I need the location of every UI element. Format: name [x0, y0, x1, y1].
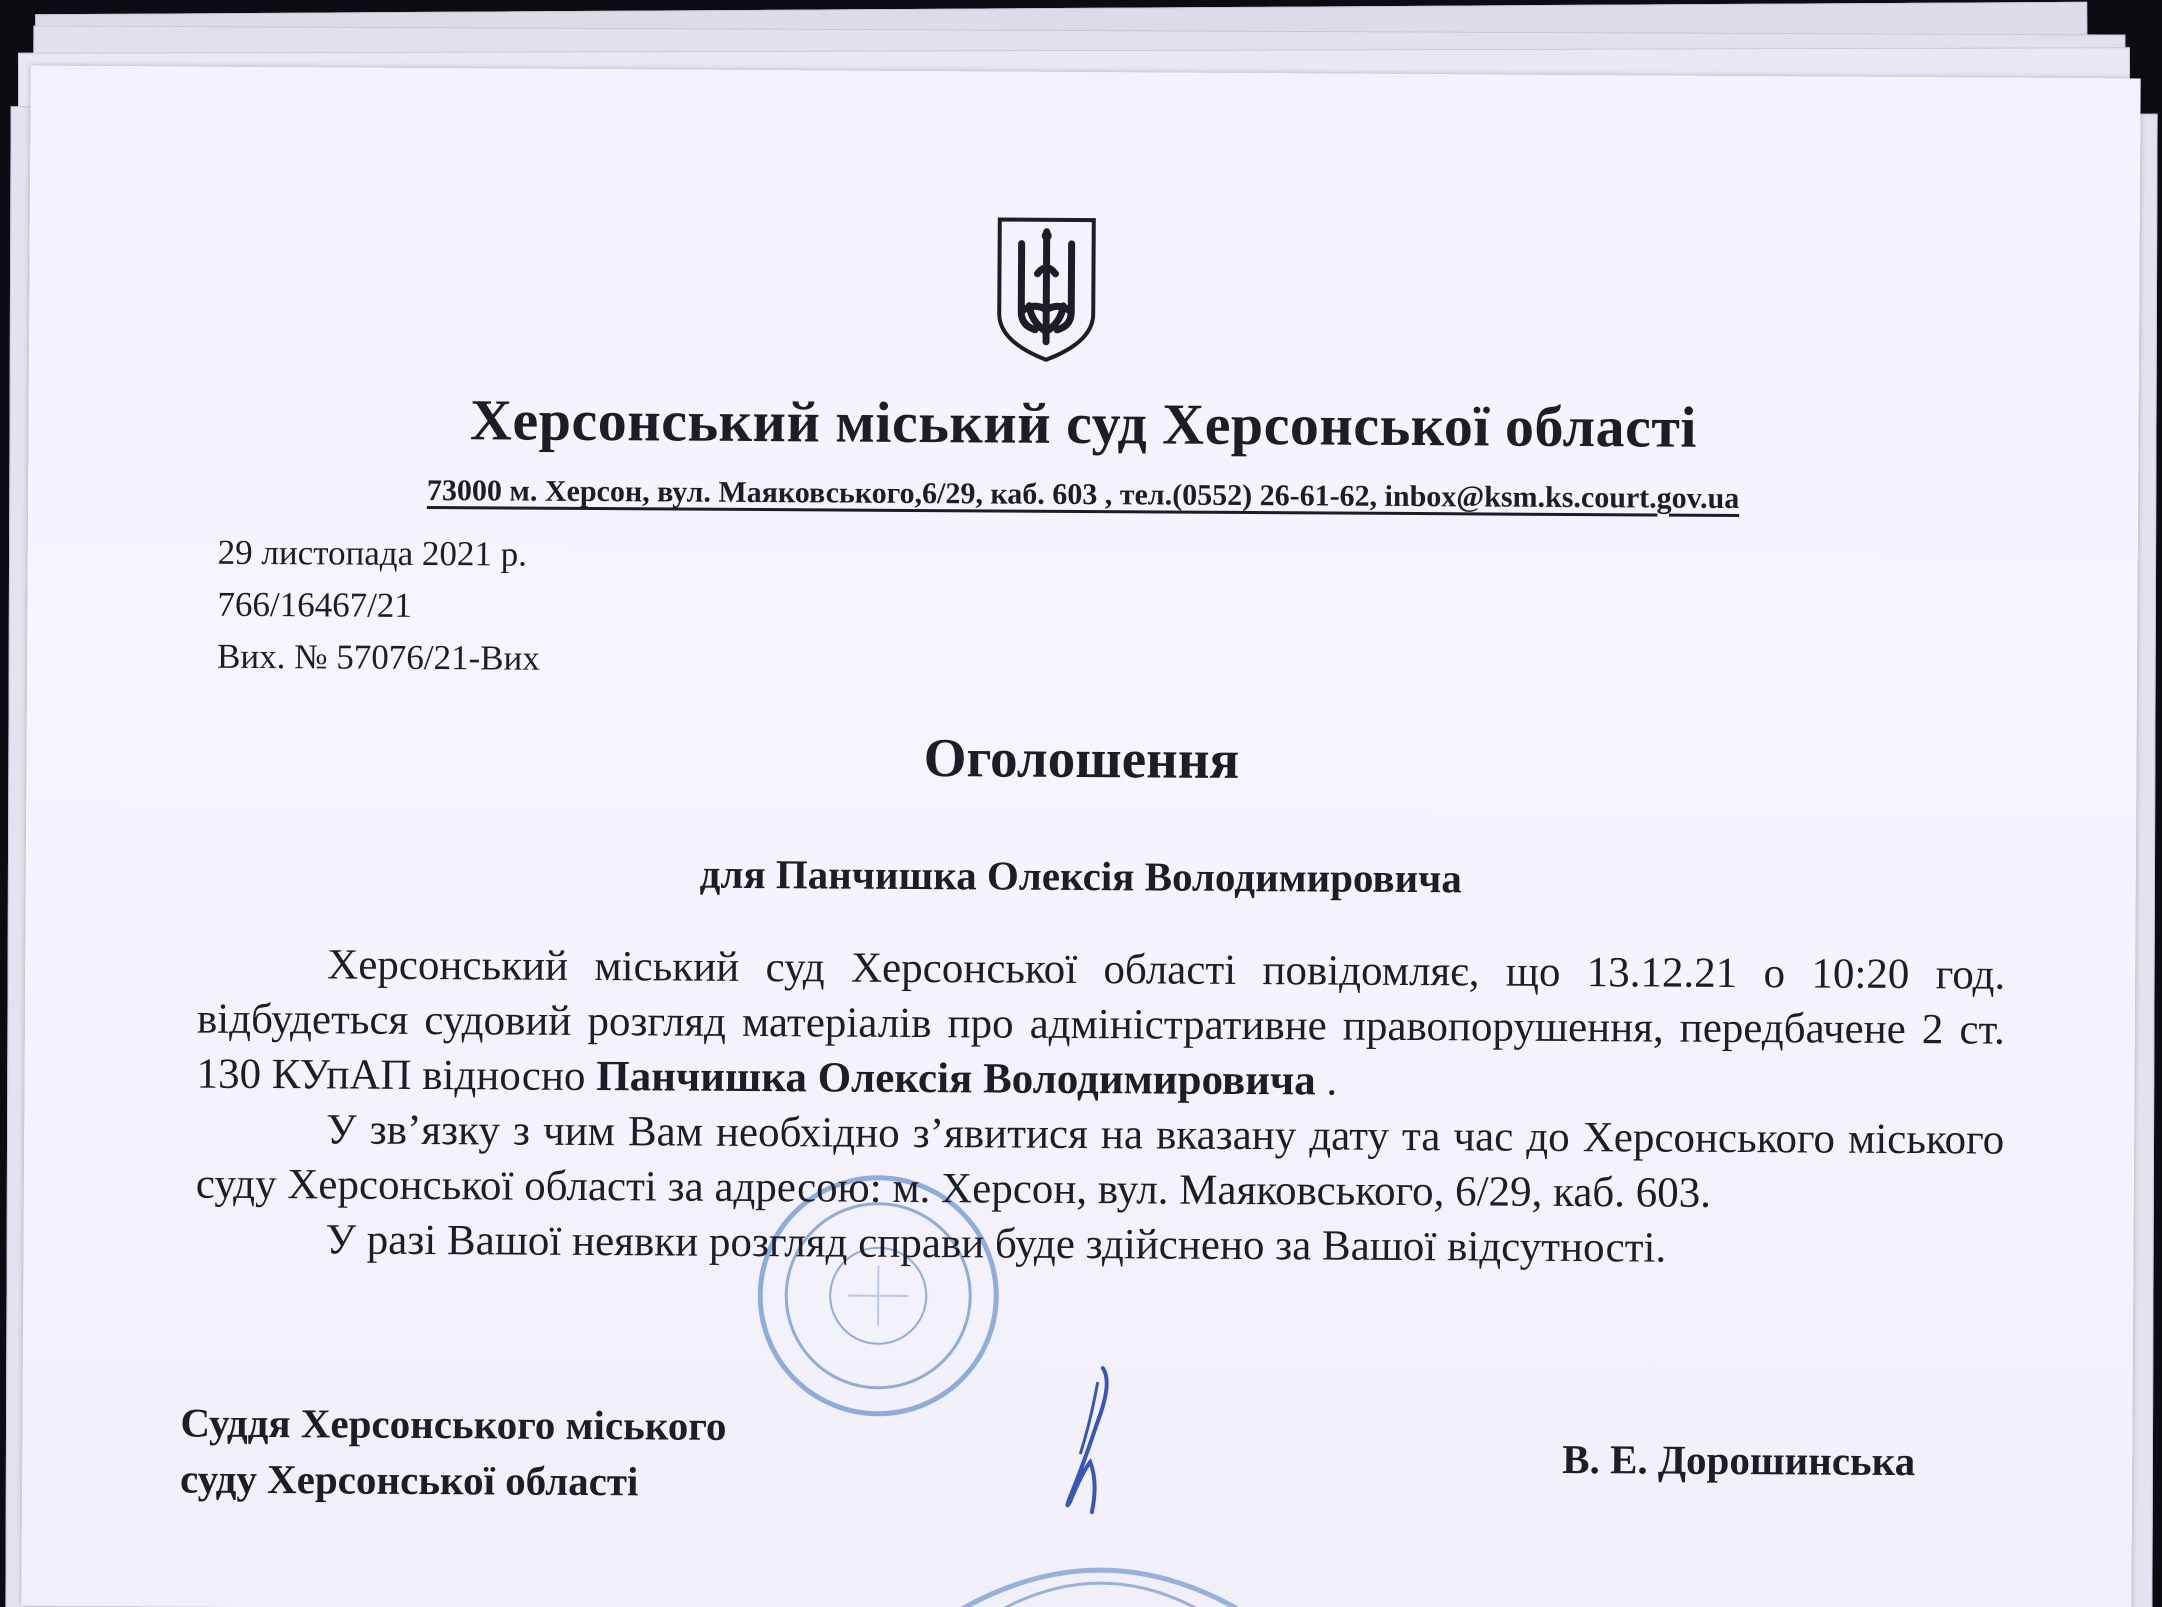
document-meta [217, 527, 541, 685]
notice-body [195, 937, 2005, 1278]
court-notice-page [21, 66, 2140, 1607]
outgoing-number: Вих. № 57076/21-Вих [216, 636, 540, 678]
document-title: Оголошення [923, 727, 1240, 790]
judge-position: Суддя Херсонського міського суду Херсонської області [179, 1399, 727, 1505]
document-date: 29 листопада 2021 р. [217, 532, 528, 574]
court-address: 73000 м. Херсон, вул. Маяковського,6/29, каб. 603 , тел.(0552) 26-61-62, inbox@ksm.ks.court.gov.ua [426, 473, 1740, 516]
court-name: Херсонський міський суд Херсонської області [469, 387, 1698, 460]
handwritten-signature-icon [1042, 1362, 1133, 1523]
body-paragraph-1: Херсонський міський суд Херсонської області повідомляє, що 13.12.21 о 10:20 год. відбудеться судовий розгляд матеріалів про адміністративне правопорушення, передбачене 2 ст. 130 КУпАП відносно Панчишка Олексія Володимировича . [196, 941, 2006, 1105]
coat-of-arms-icon [991, 213, 1102, 364]
case-number: 766/16467/21 [217, 584, 413, 625]
body-paragraph-2: У зв’язку з чим Вам необхідно з’явитися на вказану дату та час до Херсонського міського суду Херсонської області за адресою: м. Херсон, вул. Маяковського, 6/29, каб. 603. [195, 1106, 2005, 1217]
defendant-name: Панчишка Олексія Володимировича [596, 1053, 1316, 1105]
recipient-line: для Панчишка Олексія Володимировича [699, 850, 1463, 902]
stamp-fragment-icon [951, 1539, 1251, 1607]
judge-name: В. Е. Дорошинська [1562, 1435, 1916, 1485]
body-paragraph-3: У разі Вашої неявки розгляд справи буде здійснено за Вашої відсутності. [325, 1216, 1667, 1272]
